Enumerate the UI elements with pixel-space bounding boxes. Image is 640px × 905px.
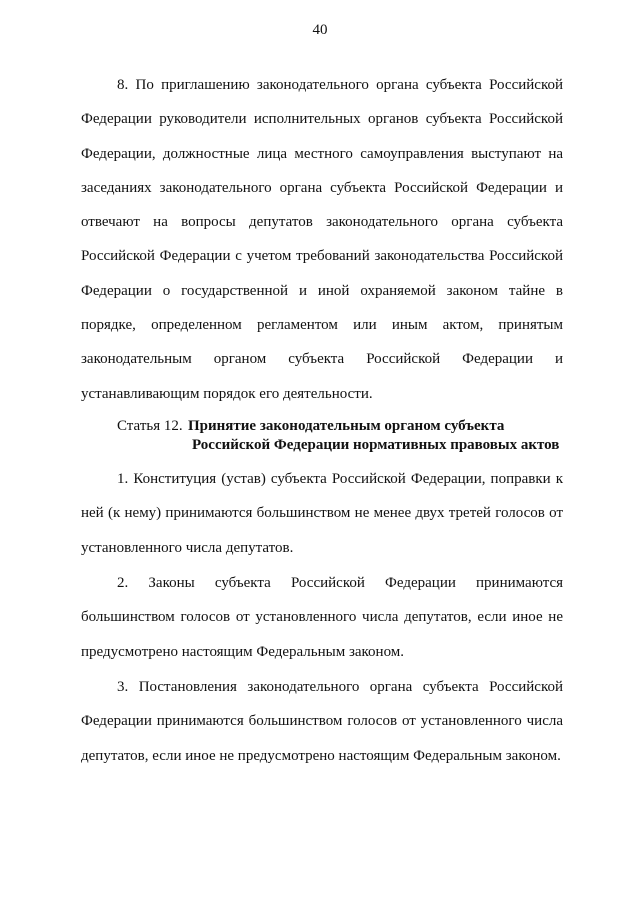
article-label: Статья 12. <box>117 418 183 434</box>
article-heading <box>117 417 577 455</box>
article-title-line-2: Российской Федерации нормативных правовых актов <box>192 437 560 453</box>
article-title <box>188 417 568 455</box>
article-part-1: 1. Конституция (устав) субъекта Российской Федерации, поправки к ней (к нему) принимаются большинством не менее двух третей голосов от установленного числа депутатов. <box>81 471 563 556</box>
paragraph-8: 8. По приглашению законодательного органа субъекта Российской Федерации руководители исполнительных органов субъекта Российской Федерации, должностные лица местного самоуправления выступают на заседаниях законодательного органа субъекта Российской Федерации и отвечают на вопросы депутатов законодательного органа субъекта Российской Федерации с учетом требований законодательства Российской Федерации о государственной и иной охраняемой законом тайне в порядке, определенном регламентом или иным актом, принятым законодательным органом субъекта Российской Федерации и устанавливающим порядок его деятельности. <box>81 77 563 402</box>
article-title-line-1: Принятие законодательным органом субъекта <box>188 418 505 434</box>
article-part-2: 2. Законы субъекта Российской Федерации принимаются большинством голосов от установленного числа депутатов, если иное не предусмотрено настоящим Федеральным законом. <box>81 575 563 660</box>
page-number: 40 <box>312 22 328 38</box>
article-part-3: 3. Постановления законодательного органа субъекта Российской Федерации принимаются большинством голосов от установленного числа депутатов, если иное не предусмотрено настоящим Федеральным законом. <box>81 679 563 764</box>
